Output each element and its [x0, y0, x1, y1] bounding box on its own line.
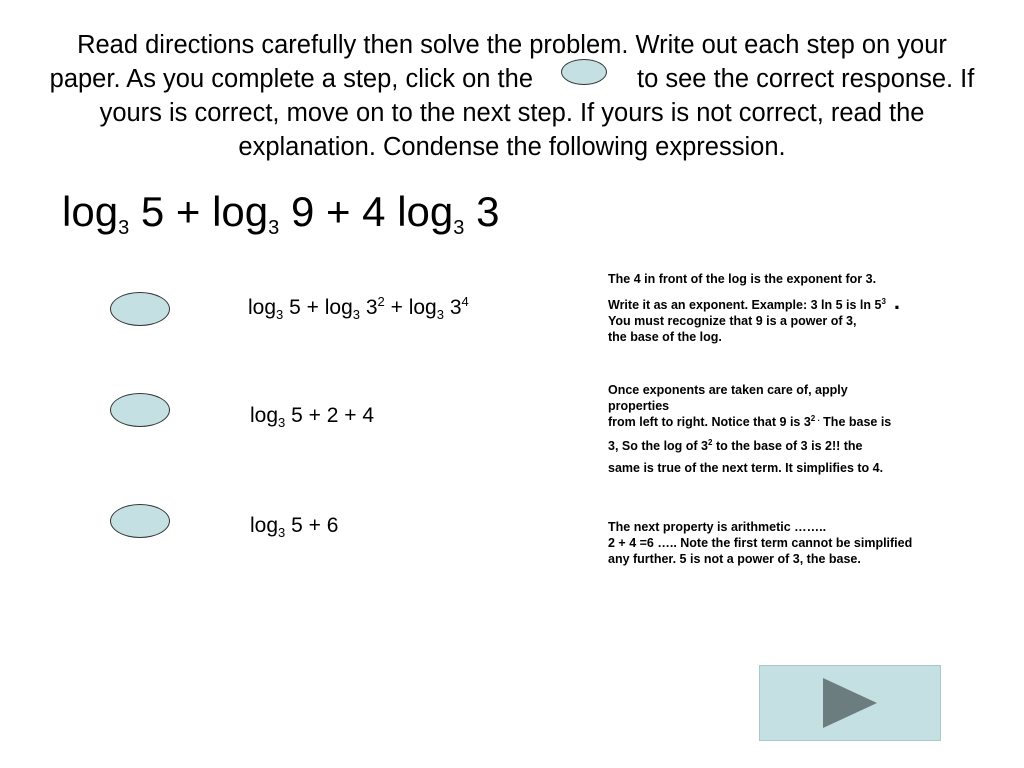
expr-term1: 5 +	[140, 188, 213, 235]
exponent: 2	[377, 294, 385, 309]
play-arrow-icon	[821, 676, 879, 730]
explanation-line: Once exponents are taken care of, apply	[608, 383, 848, 397]
instructions-part2: to see the correct response. If yours is correct, move on to the next step. If yours is not correct, read the explanation. Condense the following expression.	[99, 65, 975, 161]
explanation-line: same is true of the next term. It simplifies to 4.	[608, 461, 884, 475]
explanation-1	[608, 271, 988, 345]
step-text: 5 +	[289, 296, 325, 319]
log-base: 3	[278, 415, 286, 430]
step-3-expression	[250, 512, 338, 540]
reveal-step-3-button[interactable]	[110, 504, 170, 538]
next-slide-button[interactable]	[759, 665, 941, 741]
explanation-text: 3, So the log of 3	[608, 439, 709, 453]
exponent: 2	[708, 438, 713, 447]
period-mark: .	[893, 289, 901, 314]
log-label: log	[408, 296, 437, 319]
explanation-2	[608, 382, 988, 476]
log-base: 3	[268, 217, 280, 239]
exponent: 3	[881, 297, 886, 306]
reveal-step-1-button[interactable]	[110, 292, 170, 326]
explanation-text: The base is	[819, 415, 892, 429]
explanation-line: The next property is arithmetic ……..	[608, 520, 827, 534]
main-expression	[62, 184, 499, 240]
log-label: log	[250, 404, 279, 427]
log-label: log	[324, 296, 353, 319]
log-base: 3	[276, 307, 284, 322]
log-label: log	[397, 188, 454, 235]
explanation-line	[608, 289, 988, 314]
step-text: 5 + 2 + 4	[291, 404, 375, 427]
expr-term2: 9 + 4	[290, 188, 398, 235]
log-label: log	[62, 188, 119, 235]
log-base: 3	[436, 307, 444, 322]
exponent: 4	[461, 294, 469, 309]
exponent: 2 .	[810, 414, 820, 423]
explanation-text: from left to right. Notice that 9 is 3	[608, 415, 811, 429]
log-label: log	[212, 188, 269, 235]
expr-term3: 3	[476, 188, 500, 235]
log-base: 3	[453, 217, 465, 239]
step-text: 3	[365, 296, 378, 319]
explanation-line: any further. 5 is not a power of 3, the base.	[608, 552, 861, 566]
instructions-part1: Read directions carefully then solve the problem. Write out each step on your paper. As you complete a step, click on the	[49, 31, 947, 93]
log-base: 3	[352, 307, 360, 322]
step-text: +	[384, 296, 409, 319]
explanation-line: 2 + 4 =6 ….. Note the first term cannot be simplified	[608, 536, 913, 550]
step-1-expression	[248, 294, 469, 322]
step-text: 3	[449, 296, 462, 319]
reveal-step-2-button[interactable]	[110, 393, 170, 427]
explanation-line: You must recognize that 9 is a power of 3,	[608, 314, 857, 328]
log-base: 3	[278, 525, 286, 540]
explanation-line: The 4 in front of the log is the exponent for 3.	[608, 272, 877, 286]
explanation-text: Write it as an exponent. Example: 3 ln 5 is ln 5	[608, 298, 882, 312]
explanation-line: properties	[608, 399, 670, 413]
inline-oval-icon	[561, 59, 607, 85]
instructions-text	[40, 28, 984, 164]
explanation-line	[608, 414, 988, 430]
log-base: 3	[118, 217, 130, 239]
log-label: log	[248, 296, 277, 319]
step-text: 5 + 6	[291, 514, 339, 537]
log-label: log	[250, 514, 279, 537]
explanation-line: the base of the log.	[608, 330, 722, 344]
step-2-expression	[250, 402, 374, 430]
explanation-3	[608, 519, 988, 567]
explanation-text: to the base of 3 is 2!! the	[712, 439, 863, 453]
explanation-line	[608, 438, 988, 454]
